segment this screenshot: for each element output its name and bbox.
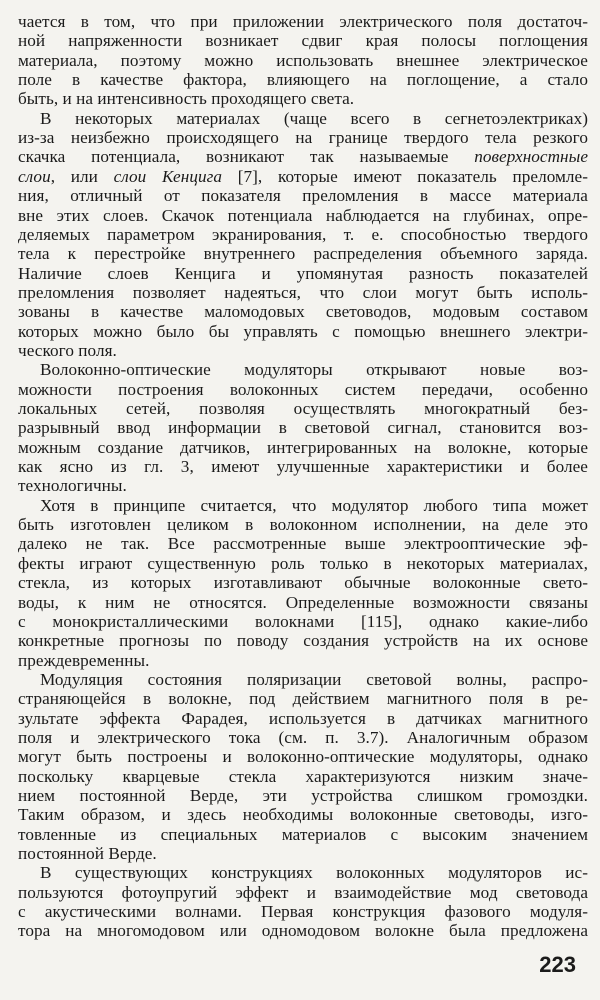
text-line: пользуются фотоупругий эффект и взаимодействие мод световода [18,882,588,902]
text-line: тела к перестройке внутреннего распределения объемного заряда. [18,244,588,264]
text-line: можности построения волоконных систем передачи, особенно [18,379,588,399]
text-line: Наличие слоев Кенцига и упомянутая разность показателей [18,263,588,283]
text-line: материала, поэтому можно использовать внешнее электрическое [18,50,588,70]
text-line: поля и электрического тока (см. п. 3.7). Аналогичным образом [18,727,588,747]
text-line: Таким образом, и здесь необходимы волоконные световоды, изго- [18,805,588,825]
text-line: Волоконно-оптические модуляторы открывают новые воз- [40,360,588,380]
text-line: локальных сетей, позволяя осуществлять многократный без- [18,399,588,418]
text-line: Хотя в принципе считается, что модулятор любого типа может [40,495,588,515]
italic-term: слои [18,166,51,186]
text-line: воды, к ним не относятся. Определенные возможности связаны [18,592,588,612]
text-line: страняющейся в волокне, под действием магнитного поля в ре- [18,689,588,709]
text-line: зультате эффекта Фарадея, используется в датчиках магнитного [18,708,588,728]
text-line: деляемых параметром экранирования, т. е. способностью твердого [18,224,588,244]
text-line: нием постоянной Верде, эти устройства слишком громоздки. [18,786,588,805]
text-line: зованы в качестве маломодовых световодов, модовым составом [18,302,588,322]
text-line: стекла, из которых изготавливают обычные волоконные свето- [18,573,588,593]
text-line: из-за неизбежно происходящего на границе твердого тела резкого [18,128,588,148]
book-page [18,8,588,988]
text-line: конкретные прогнозы по поводу создания устройств на их основе [18,631,588,651]
text-line: разрывный ввод информации в световой сигнал, становится воз- [18,418,588,438]
text-line: быть изготовлен целиком в волоконном исполнении, на деле это [18,515,588,535]
italic-term: поверхностные [474,147,588,167]
text-line: вне этих слоев. Скачок потенциала наблюдается на глубинах, опре- [18,205,588,225]
text-line: могут быть построены и волоконно-оптические модуляторы, однако [18,747,588,767]
text-line: тора на многомодовом или одномодовом волокне была предложена [18,921,588,941]
text-line: ной напряженности возникает сдвиг края полосы поглощения [18,31,588,51]
text-line: В некоторых материалах (чаще всего в сегнетоэлектриках) [40,108,588,128]
text-segment: , или [50,166,114,186]
text-line: которых можно было бы управлять с помощью внешнего электри- [18,321,588,341]
text-line: Модуляция состояния поляризации световой волны, распро- [40,669,588,689]
text-line: как ясно из гл. 3, имеют улучшенные характеристики и более [18,457,588,477]
text-line: В существующих конструкциях волоконных модуляторов ис- [40,863,588,883]
text-line: далеко не так. Все рассмотренные выше электрооптические эф- [18,534,588,554]
text-line: преждевременны. [18,650,150,670]
text-line: поскольку кварцевые стекла характеризуются низким значе- [18,766,588,786]
text-line: с акустическими волнами. Первая конструкция фазового модуля- [18,902,588,922]
text-line: ния, отличный от показателя преломления в массе материала [18,186,588,206]
text-line: с монокристаллическими волокнами [115], однако какие-либо [18,611,588,631]
text-segment: [7], которые имеют показатель преломле- [222,166,589,186]
text-line: быть, и на интенсивность проходящего света. [18,89,355,109]
text-line: постоянной Верде. [18,844,157,864]
text-line: можным создание датчиков, интегрированных на волокне, которые [18,437,588,457]
text-segment: скачка потенциала, возникают так называемые [18,147,475,167]
text-line: поле в качестве фактора, влияющего на поглощение, а стало [18,70,588,90]
text-line: ческого поля. [18,340,117,360]
text-line: технологичны. [18,476,127,496]
text-line: товленные из специальных материалов с высоким значением [18,824,588,844]
text-line: чается в том, что при приложении электрического поля достаточ- [18,12,588,31]
italic-term: слои Кенцига [113,166,223,186]
text-line: преломления позволяет надеяться, что слои могут быть исполь- [18,282,588,302]
page-number: 223 [539,952,576,977]
text-line: фекты играют существенную роль только в некоторых материалах, [18,553,588,573]
